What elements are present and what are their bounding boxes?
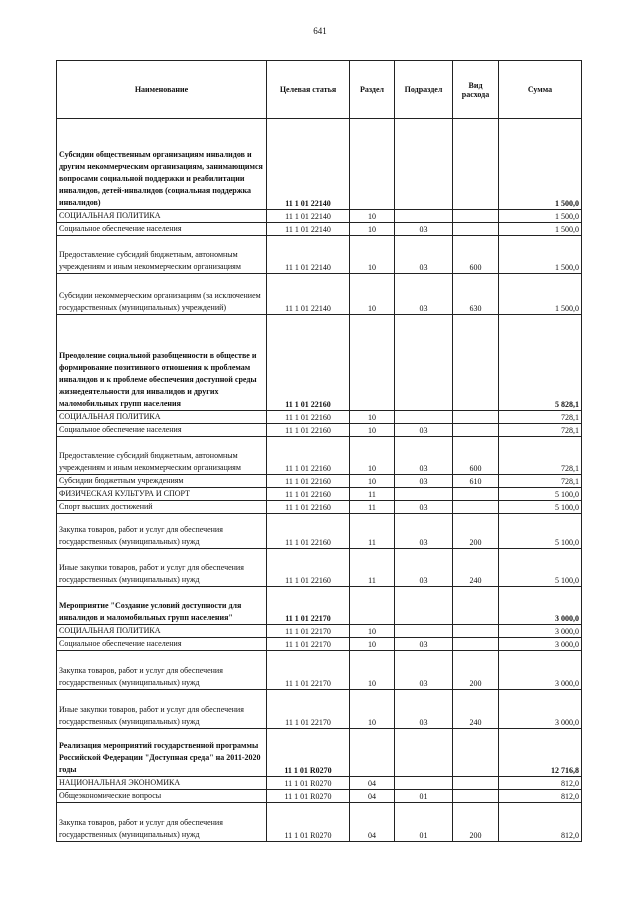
row-expense-type: 200 xyxy=(453,803,499,842)
row-sum: 3 000,0 xyxy=(499,690,582,729)
row-target-article: 11 1 01 22160 xyxy=(267,315,350,411)
row-subsection xyxy=(395,587,453,625)
row-sum: 5 100,0 xyxy=(499,514,582,549)
row-target-article: 11 1 01 R0270 xyxy=(267,803,350,842)
table-row xyxy=(57,790,582,803)
table-row xyxy=(57,587,582,625)
row-expense-type xyxy=(453,587,499,625)
row-section: 10 xyxy=(350,411,395,424)
row-section: 10 xyxy=(350,210,395,223)
row-name: Социальное обеспечение населения xyxy=(57,424,267,437)
row-section xyxy=(350,119,395,210)
row-sum: 812,0 xyxy=(499,777,582,790)
row-name: Общеэкономические вопросы xyxy=(57,790,267,803)
row-name: Предоставление субсидий бюджетным, автономным учреждениям и иным некоммерческим организациям xyxy=(57,437,267,475)
row-target-article: 11 1 01 22170 xyxy=(267,625,350,638)
row-sum: 812,0 xyxy=(499,790,582,803)
row-section xyxy=(350,729,395,777)
row-section: 10 xyxy=(350,424,395,437)
row-expense-type xyxy=(453,777,499,790)
row-expense-type: 610 xyxy=(453,475,499,488)
row-expense-type xyxy=(453,638,499,651)
row-target-article: 11 1 01 22140 xyxy=(267,274,350,315)
table-row xyxy=(57,488,582,501)
row-subsection xyxy=(395,315,453,411)
table-row xyxy=(57,475,582,488)
row-name: Социальное обеспечение населения xyxy=(57,223,267,236)
table-row xyxy=(57,236,582,274)
row-sum: 3 000,0 xyxy=(499,638,582,651)
row-sum: 5 100,0 xyxy=(499,488,582,501)
row-sum: 1 500,0 xyxy=(499,119,582,210)
row-name: Иные закупки товаров, работ и услуг для обеспечения государственных (муниципальных) нужд xyxy=(57,690,267,729)
table-row xyxy=(57,274,582,315)
table-row xyxy=(57,777,582,790)
row-target-article: 11 1 01 22160 xyxy=(267,475,350,488)
table-row xyxy=(57,223,582,236)
row-subsection: 03 xyxy=(395,437,453,475)
row-name: Мероприятие "Создание условий доступности для инвалидов и маломобильных групп населения" xyxy=(57,587,267,625)
row-expense-type xyxy=(453,729,499,777)
row-subsection: 03 xyxy=(395,514,453,549)
row-subsection xyxy=(395,625,453,638)
row-section: 11 xyxy=(350,514,395,549)
page-number: 641 xyxy=(313,26,327,36)
row-target-article: 11 1 01 22170 xyxy=(267,638,350,651)
row-section: 11 xyxy=(350,501,395,514)
row-sum: 1 500,0 xyxy=(499,274,582,315)
table-row xyxy=(57,119,582,210)
row-name: Субсидии бюджетным учреждениям xyxy=(57,475,267,488)
row-sum: 1 500,0 xyxy=(499,236,582,274)
table-row xyxy=(57,514,582,549)
row-section: 10 xyxy=(350,651,395,690)
row-name: СОЦИАЛЬНАЯ ПОЛИТИКА xyxy=(57,210,267,223)
row-subsection: 03 xyxy=(395,274,453,315)
row-sum: 5 100,0 xyxy=(499,501,582,514)
row-section xyxy=(350,315,395,411)
table-row xyxy=(57,501,582,514)
row-section xyxy=(350,587,395,625)
row-target-article: 11 1 01 22160 xyxy=(267,488,350,501)
row-section: 10 xyxy=(350,690,395,729)
header-name: Наименование xyxy=(57,61,267,119)
row-subsection: 03 xyxy=(395,424,453,437)
table-row xyxy=(57,803,582,842)
row-target-article: 11 1 01 22170 xyxy=(267,587,350,625)
row-subsection: 03 xyxy=(395,690,453,729)
header-section: Раздел xyxy=(350,61,395,119)
row-sum: 3 000,0 xyxy=(499,625,582,638)
row-subsection: 01 xyxy=(395,803,453,842)
row-name: НАЦИОНАЛЬНАЯ ЭКОНОМИКА xyxy=(57,777,267,790)
row-subsection: 03 xyxy=(395,501,453,514)
row-sum: 3 000,0 xyxy=(499,587,582,625)
row-subsection: 03 xyxy=(395,638,453,651)
row-section: 10 xyxy=(350,625,395,638)
row-target-article: 11 1 01 R0270 xyxy=(267,729,350,777)
row-section: 10 xyxy=(350,437,395,475)
row-expense-type: 240 xyxy=(453,690,499,729)
row-subsection xyxy=(395,119,453,210)
row-name: Закупка товаров, работ и услуг для обеспечения государственных (муниципальных) нужд xyxy=(57,651,267,690)
row-section: 10 xyxy=(350,638,395,651)
table-row xyxy=(57,638,582,651)
row-section: 10 xyxy=(350,274,395,315)
row-expense-type xyxy=(453,411,499,424)
row-section: 10 xyxy=(350,236,395,274)
header-sum: Сумма xyxy=(499,61,582,119)
row-section: 04 xyxy=(350,790,395,803)
row-name: Субсидии общественным организациям инвалидов и другим некоммерческим организациям, занимающимся вопросами социальной поддержки и реабилитации инвалидов, детей-инвалидов (социальная поддержка инвалидов) xyxy=(57,119,267,210)
row-target-article: 11 1 01 22170 xyxy=(267,651,350,690)
row-expense-type xyxy=(453,790,499,803)
row-expense-type xyxy=(453,625,499,638)
row-expense-type: 240 xyxy=(453,549,499,587)
row-sum: 1 500,0 xyxy=(499,223,582,236)
row-subsection xyxy=(395,210,453,223)
table-row xyxy=(57,690,582,729)
row-target-article: 11 1 01 R0270 xyxy=(267,777,350,790)
row-expense-type xyxy=(453,223,499,236)
row-target-article: 11 1 01 22160 xyxy=(267,411,350,424)
row-section: 11 xyxy=(350,549,395,587)
row-name: Преодоление социальной разобщенности в обществе и формирование позитивного отношения к проблемам инвалидов и к проблеме обеспечения доступной среды жизнедеятельности для инвалидов и других маломобильных групп населения xyxy=(57,315,267,411)
header-expense-type: Вид расхода xyxy=(453,61,499,119)
row-subsection: 01 xyxy=(395,790,453,803)
row-subsection: 03 xyxy=(395,549,453,587)
header-subsection: Подраздел xyxy=(395,61,453,119)
row-target-article: 11 1 01 R0270 xyxy=(267,790,350,803)
row-expense-type: 200 xyxy=(453,651,499,690)
row-subsection: 03 xyxy=(395,475,453,488)
row-expense-type: 630 xyxy=(453,274,499,315)
header-target-article: Целевая статья xyxy=(267,61,350,119)
row-sum: 728,1 xyxy=(499,437,582,475)
table-row xyxy=(57,210,582,223)
row-subsection: 03 xyxy=(395,236,453,274)
table-row xyxy=(57,437,582,475)
row-name: Реализация мероприятий государственной программы Российской Федерации "Доступная среда" на 2011-2020 годы xyxy=(57,729,267,777)
row-section: 11 xyxy=(350,488,395,501)
row-target-article: 11 1 01 22160 xyxy=(267,437,350,475)
row-subsection xyxy=(395,411,453,424)
row-expense-type xyxy=(453,210,499,223)
row-expense-type xyxy=(453,501,499,514)
row-name: Социальное обеспечение населения xyxy=(57,638,267,651)
row-sum: 5 100,0 xyxy=(499,549,582,587)
row-expense-type: 200 xyxy=(453,514,499,549)
row-target-article: 11 1 01 22140 xyxy=(267,119,350,210)
row-sum: 5 828,1 xyxy=(499,315,582,411)
row-name: ФИЗИЧЕСКАЯ КУЛЬТУРА И СПОРТ xyxy=(57,488,267,501)
table-row xyxy=(57,549,582,587)
row-target-article: 11 1 01 22140 xyxy=(267,236,350,274)
table-row xyxy=(57,729,582,777)
row-section: 04 xyxy=(350,777,395,790)
table-row xyxy=(57,411,582,424)
table-row xyxy=(57,651,582,690)
row-target-article: 11 1 01 22170 xyxy=(267,690,350,729)
row-sum: 1 500,0 xyxy=(499,210,582,223)
row-sum: 728,1 xyxy=(499,475,582,488)
row-expense-type: 600 xyxy=(453,437,499,475)
row-subsection xyxy=(395,488,453,501)
row-target-article: 11 1 01 22160 xyxy=(267,514,350,549)
row-target-article: 11 1 01 22160 xyxy=(267,424,350,437)
row-subsection xyxy=(395,729,453,777)
row-name: Субсидии некоммерческим организациям (за исключением государственных (муниципальных) учреждений) xyxy=(57,274,267,315)
row-subsection xyxy=(395,777,453,790)
row-sum: 728,1 xyxy=(499,411,582,424)
budget-table xyxy=(56,60,582,842)
row-name: Закупка товаров, работ и услуг для обеспечения государственных (муниципальных) нужд xyxy=(57,514,267,549)
row-target-article: 11 1 01 22160 xyxy=(267,501,350,514)
row-section: 10 xyxy=(350,223,395,236)
row-sum: 728,1 xyxy=(499,424,582,437)
row-section: 04 xyxy=(350,803,395,842)
row-expense-type xyxy=(453,315,499,411)
row-sum: 812,0 xyxy=(499,803,582,842)
row-name: Закупка товаров, работ и услуг для обеспечения государственных (муниципальных) нужд xyxy=(57,803,267,842)
row-expense-type xyxy=(453,488,499,501)
header-row xyxy=(57,61,582,119)
row-target-article: 11 1 01 22140 xyxy=(267,210,350,223)
row-name: СОЦИАЛЬНАЯ ПОЛИТИКА xyxy=(57,411,267,424)
row-target-article: 11 1 01 22140 xyxy=(267,223,350,236)
table-row xyxy=(57,424,582,437)
row-name: Предоставление субсидий бюджетным, автономным учреждениям и иным некоммерческим организациям xyxy=(57,236,267,274)
table-row xyxy=(57,625,582,638)
row-expense-type xyxy=(453,119,499,210)
row-subsection: 03 xyxy=(395,223,453,236)
row-target-article: 11 1 01 22160 xyxy=(267,549,350,587)
row-name: СОЦИАЛЬНАЯ ПОЛИТИКА xyxy=(57,625,267,638)
row-sum: 12 716,8 xyxy=(499,729,582,777)
row-subsection: 03 xyxy=(395,651,453,690)
row-name: Спорт высших достижений xyxy=(57,501,267,514)
row-expense-type: 600 xyxy=(453,236,499,274)
row-name: Иные закупки товаров, работ и услуг для обеспечения государственных (муниципальных) нужд xyxy=(57,549,267,587)
row-expense-type xyxy=(453,424,499,437)
row-sum: 3 000,0 xyxy=(499,651,582,690)
table-row xyxy=(57,315,582,411)
row-section: 10 xyxy=(350,475,395,488)
